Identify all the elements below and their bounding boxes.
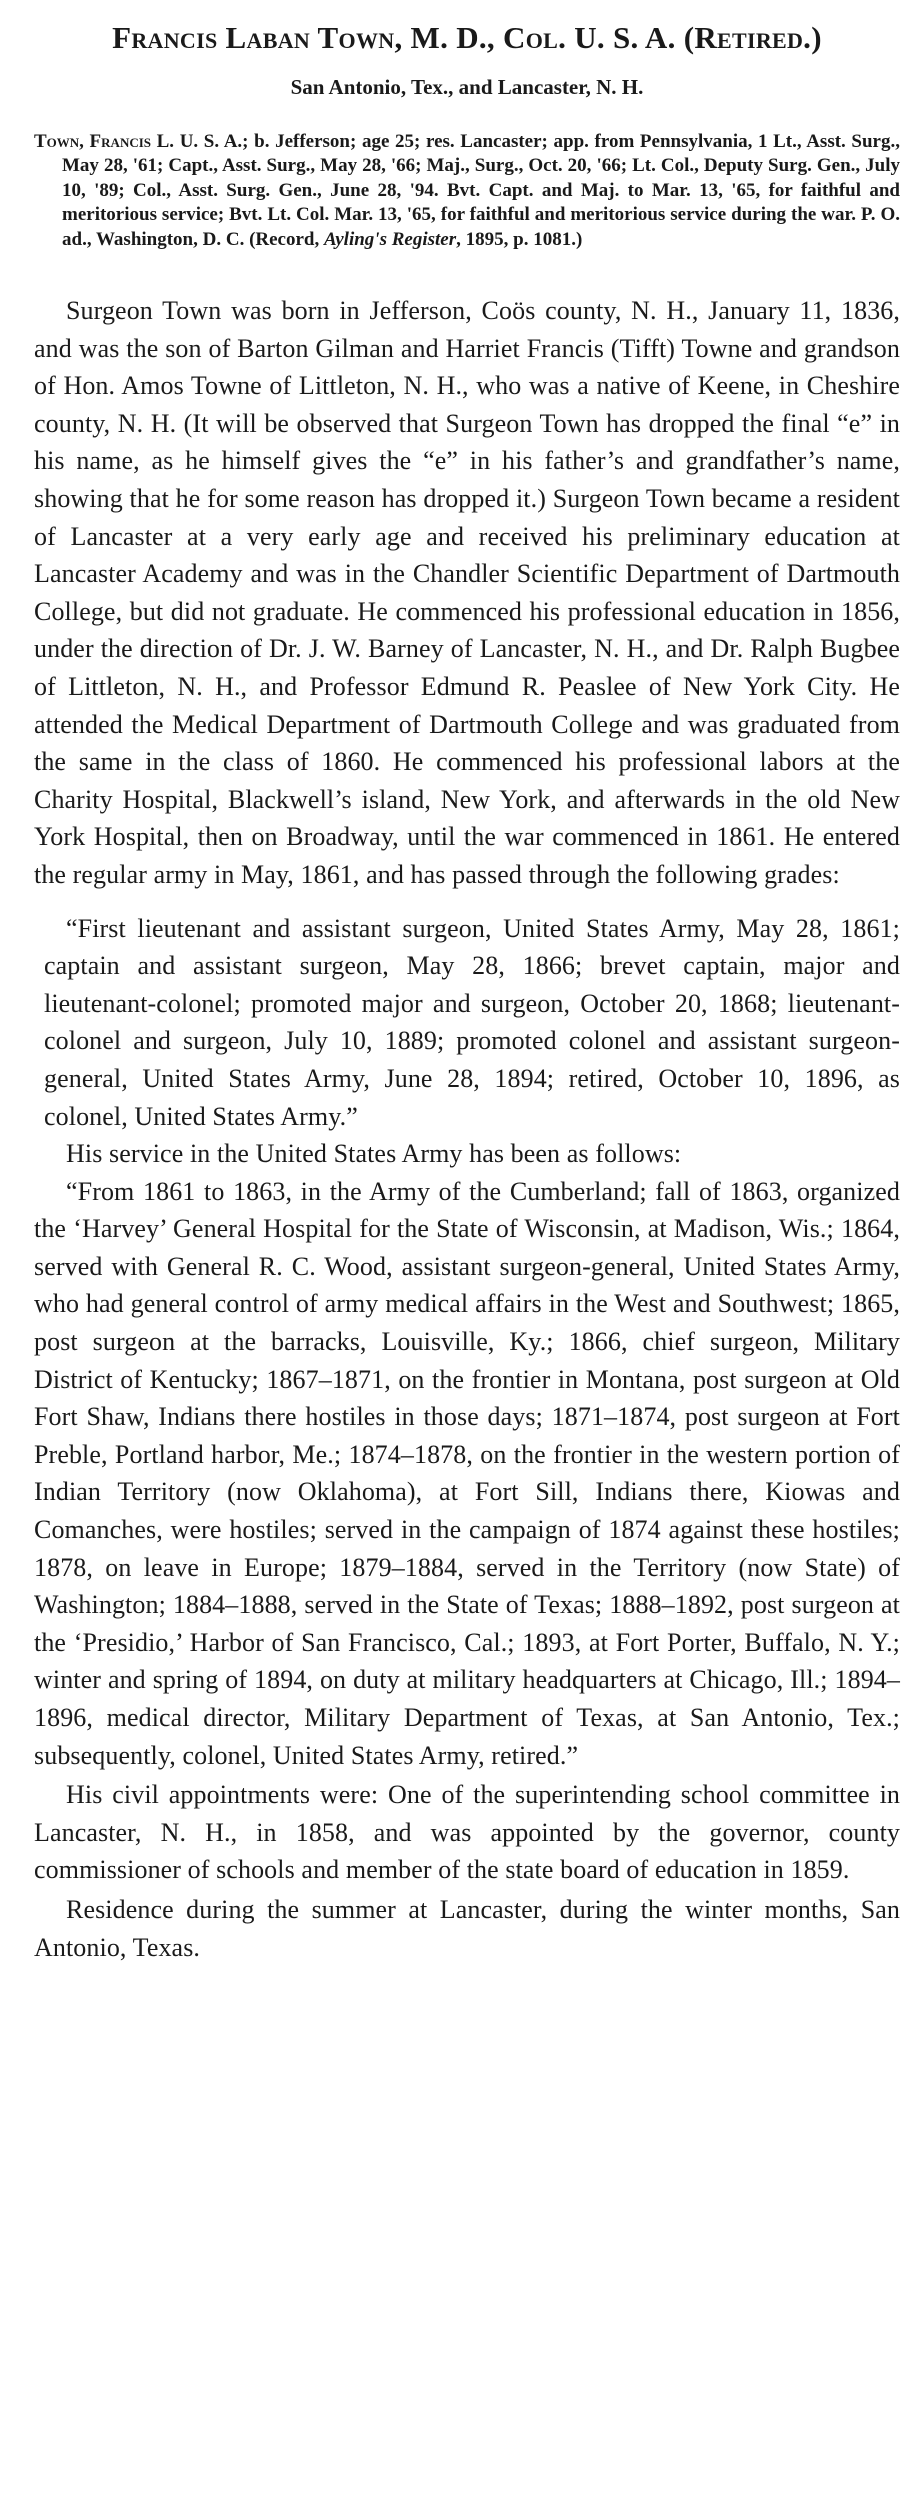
- paragraph-grades-quote: “First lieutenant and assistant surgeon, United States Army, May 28, 1861; captain and assistant surgeon, May 28, 1866; brevet captain, major and lieutenant-colonel; promoted major and surgeon, October 20, 1868; lieutenant-colonel and surgeon, July 10, 1889; promoted colonel and assistant surgeon-general, United States Army, June 28, 1894; retired, October 10, 1896, as colonel, United States Army.”: [44, 913, 900, 1131]
- record-tail: , 1895, p. 1081.): [456, 228, 583, 250]
- record-publication: Ayling's Register: [323, 228, 457, 250]
- paragraph-service-quote: “From 1861 to 1863, in the Army of the Cumberland; fall of 1863, organized the ‘Harvey’ General Hospital for the State of Wisconsin, at Madison, Wis.; 1864, served with General R. C. Wood, assistant surgeon-general, United States Army, who had general control of army medical affairs in the West and Southwest; 1865, post surgeon at the barracks, Louisville, Ky.; 1866, chief surgeon, Military District of Kentucky; 1867–1871, on the frontier in Montana, post surgeon at Old Fort Shaw, Indians there hostiles in those days; 1871–1874, post surgeon at Fort Preble, Portland harbor, Me.; 1874–1878, on the frontier in the western portion of Indian Territory (now Oklahoma), at Fort Sill, Indians there, Kiowas and Comanches, were hostiles; served in the campaign of 1874 against these hostiles; 1878, on leave in Europe; 1879–1884, served in the Territory (now State) of Washington; 1884–1888, served in the State of Texas; 1888–1892, post surgeon at the ‘Presidio,’ Harbor of San Francisco, Cal.; 1893, at Fort Porter, Buffalo, N. Y.; winter and spring of 1894, on duty at military headquarters at Chicago, Ill.; 1894–1896, medical director, Military Department of Texas, at San Antonio, Tex.; subsequently, colonel, United States Army, retired.”: [34, 1176, 900, 1770]
- biography-body: [34, 292, 900, 1966]
- service-record: [34, 130, 900, 252]
- paragraph-service-intro: His service in the United States Army has been as follows:: [66, 1139, 682, 1169]
- record-text: U. S. A.; b. Jefferson; age 25; res. Lancaster; app. from Pennsylvania, 1 Lt., Asst. Surg., May 28, '61; Capt., Asst. Surg., May 28, '66; Maj., Surg., Oct. 20, '66; Lt. Col., Deputy Surg. Gen., July 10, '89; Col., Asst. Surg. Gen., June 28, '94. Bvt. Capt. and Maj. to Mar. 13, '65, for faithful and meritorious service; Bvt. Lt. Col. Mar. 13, '65, for faithful and meritorious service during the war. P. O. ad., Washington, D. C. (Record,: [62, 131, 900, 250]
- paragraph-birth-education: Surgeon Town was born in Jefferson, Coös county, N. H., January 11, 1836, and was the son of Barton Gilman and Harriet Francis (Tifft) Towne and grandson of Hon. Amos Towne of Littleton, N. H., who was a native of Keene, in Cheshire county, N. H. (It will be observed that Surgeon Town has dropped the final “e” in his name, as he himself gives the “e” in his father’s and grandfather’s name, showing that he for some reason has dropped it.) Surgeon Town became a resident of Lancaster at a very early age and received his preliminary education at Lancaster Academy and was in the Chandler Scientific Department of Dartmouth College, but did not graduate. He commenced his professional education in 1856, under the direction of Dr. J. W. Barney of Lancaster, N. H., and Dr. Ralph Bugbee of Littleton, N. H., and Professor Edmund R. Peaslee of New York City. He attended the Medical Department of Dartmouth College and was graduated from the same in the class of 1860. He commenced his professional labors at the Charity Hospital, Blackwell’s island, New York, and afterwards in the old New York Hospital, then on Broadway, until the war commenced in 1861. He entered the regular army in May, 1861, and has passed through the following grades:: [34, 296, 900, 889]
- paragraph-residence: Residence during the summer at Lancaster, during the winter months, San Antonio, Texas.: [34, 1894, 900, 1962]
- record-lead: Town, Francis L.: [34, 131, 175, 152]
- page-subtitle: San Antonio, Tex., and Lancaster, N. H.: [290, 75, 644, 99]
- page-title: Francis Laban Town, M. D., Col. U. S. A. (Retired.): [112, 20, 822, 55]
- paragraph-civil-appointments: His civil appointments were: One of the superintending school committee in Lancaster, N. H., in 1858, and was appointed by the governor, county commissioner of schools and member of the state board of education in 1859.: [34, 1780, 900, 1885]
